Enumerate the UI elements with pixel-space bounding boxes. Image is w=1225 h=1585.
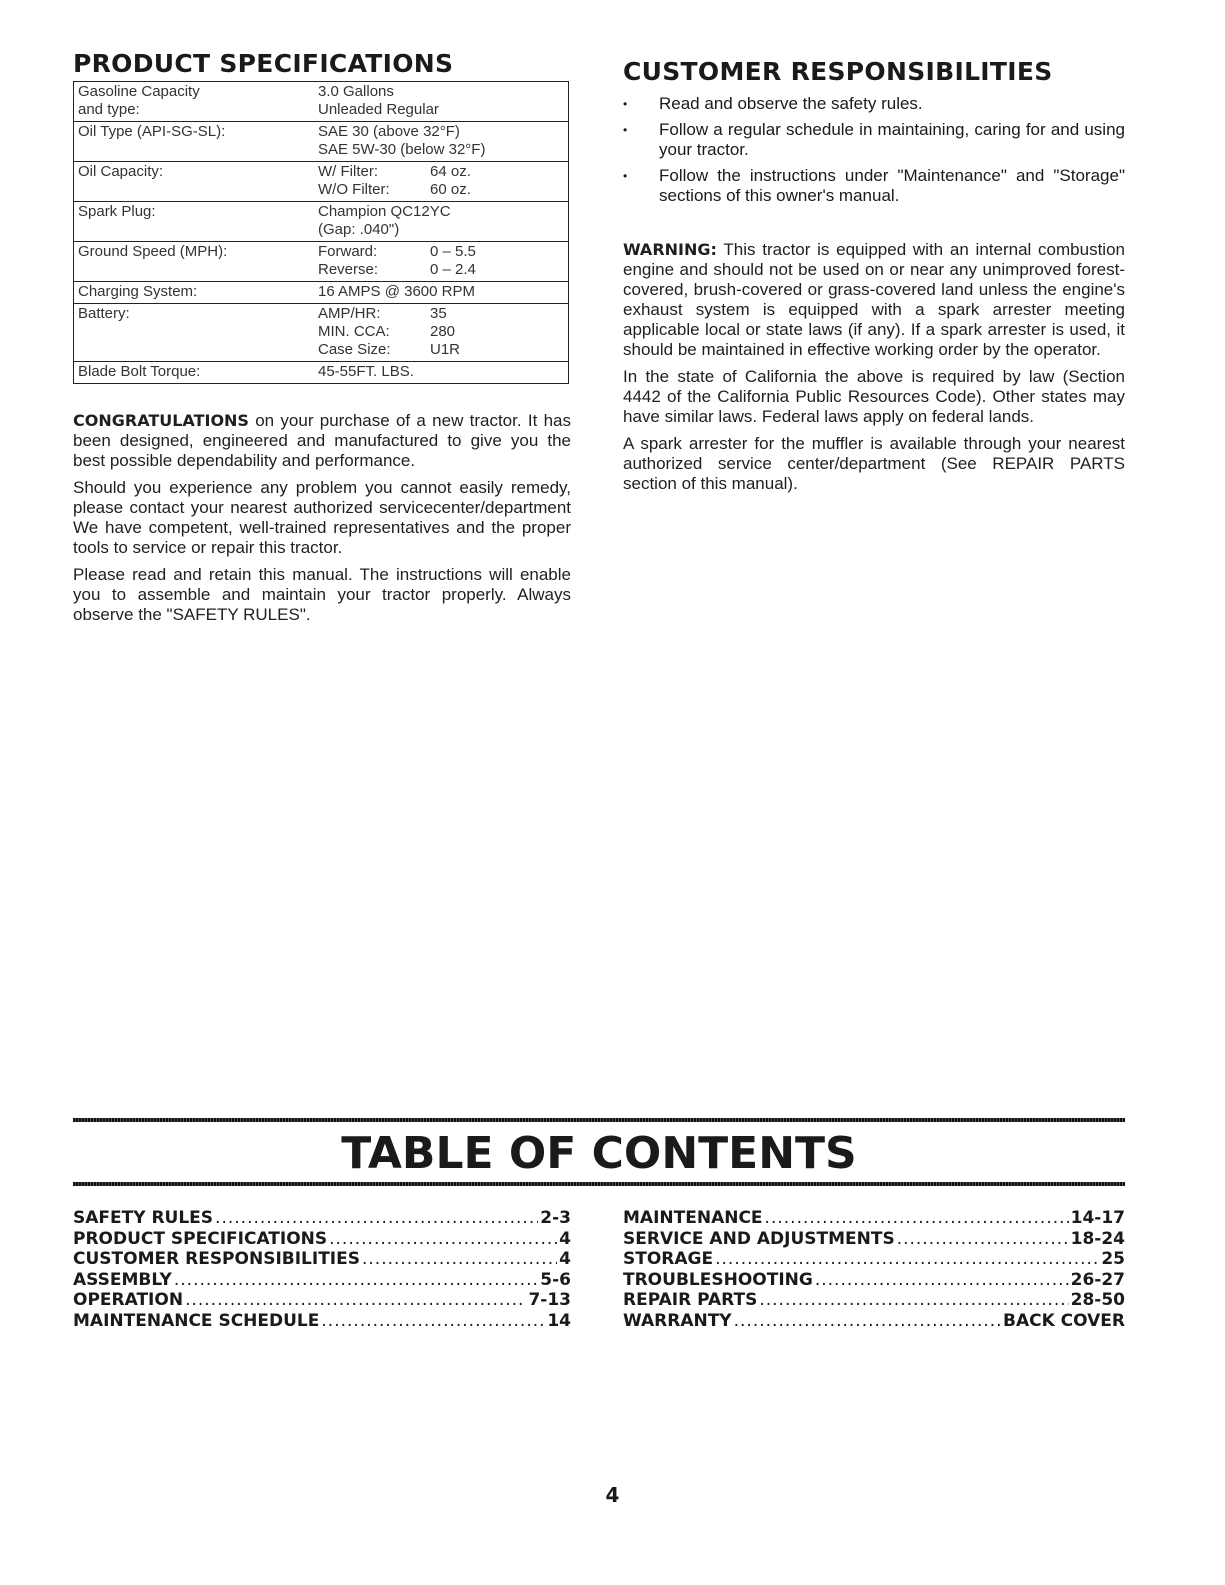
toc-label: REPAIR PARTS bbox=[623, 1290, 758, 1310]
right-column bbox=[623, 58, 1125, 494]
spec-value bbox=[314, 362, 569, 384]
spec-label bbox=[74, 202, 315, 242]
toc-leader-dots bbox=[185, 1290, 526, 1311]
spec-label bbox=[74, 122, 315, 162]
spec-value-line: Unleaded Regular bbox=[318, 101, 439, 118]
toc-label: ASSEMBLY bbox=[73, 1269, 172, 1290]
spec-label bbox=[74, 282, 315, 304]
spec-label bbox=[74, 162, 315, 202]
spec-value bbox=[314, 304, 569, 362]
spec-row bbox=[74, 122, 569, 162]
spec-value-line: 3.0 Gallons bbox=[318, 83, 394, 100]
spec-value bbox=[314, 82, 569, 122]
toc-entry[interactable] bbox=[623, 1270, 1125, 1291]
warning-paragraph bbox=[623, 240, 1125, 360]
toc-entry[interactable] bbox=[73, 1229, 571, 1250]
specifications-table bbox=[73, 81, 569, 384]
spec-value bbox=[314, 122, 569, 162]
responsibility-item: • Follow the instructions under "Maintenance" and "Storage" sections of this owner's manual. bbox=[623, 166, 1125, 206]
toc-leader-dots bbox=[734, 1311, 1001, 1332]
spec-label-line: Oil Capacity: bbox=[78, 163, 164, 180]
spec-label bbox=[74, 362, 315, 384]
spec-sub-value: 0 – 5.5 bbox=[430, 243, 476, 260]
customer-responsibilities-heading: CUSTOMER RESPONSIBILITIES bbox=[623, 57, 1053, 86]
spec-sub-label: MIN. CCA: bbox=[318, 323, 390, 340]
toc-label: SAFETY RULES bbox=[73, 1208, 214, 1228]
spec-value bbox=[314, 202, 569, 242]
spec-sub-value: 64 oz. bbox=[430, 163, 471, 180]
toc-entry[interactable] bbox=[623, 1249, 1125, 1270]
spec-sub-value: 35 bbox=[430, 305, 447, 322]
spec-label bbox=[74, 304, 315, 362]
spec-value bbox=[314, 282, 569, 304]
toc-page: 25 bbox=[1101, 1249, 1125, 1269]
congratulations-text: on your purchase of a new tractor. It has been designed, engineered and manufactured to give you the best possible dependability and performance. bbox=[73, 411, 571, 470]
spec-label-line: Oil Type (API-SG-SL): bbox=[78, 123, 226, 140]
california-paragraph: In the state of California the above is required by law (Section 4442 of the California Public Resources Code). Other states may have similar laws. Federal laws apply on federal lands. bbox=[623, 367, 1125, 426]
toc-leader-dots bbox=[329, 1229, 557, 1250]
toc-leader-dots bbox=[215, 1208, 538, 1229]
manual-paragraph: Please read and retain this manual. The instructions will enable you to assemble and maintain your tractor properly. Always observe the "SAFETY RULES". bbox=[73, 565, 571, 624]
page-number: 4 bbox=[605, 1483, 620, 1507]
spec-row bbox=[74, 82, 569, 122]
toc-label: SERVICE AND ADJUSTMENTS bbox=[623, 1228, 895, 1249]
toc-page: 5-6 bbox=[540, 1269, 571, 1290]
toc-label: MAINTENANCE SCHEDULE bbox=[73, 1310, 320, 1331]
toc-leader-dots bbox=[715, 1249, 1099, 1270]
spec-value-line: 16 AMPS @ 3600 RPM bbox=[318, 283, 475, 300]
toc-label: MAINTENANCE bbox=[623, 1208, 763, 1228]
toc-entry[interactable] bbox=[73, 1270, 571, 1291]
toc-top-rule bbox=[73, 1118, 1125, 1122]
spec-sub-value: 60 oz. bbox=[430, 181, 471, 198]
spec-value-pair bbox=[318, 305, 564, 323]
spec-sub-label: Reverse: bbox=[318, 261, 379, 278]
spec-value-line: Champion QC12YC bbox=[318, 203, 451, 220]
spec-value-pair bbox=[318, 163, 564, 181]
toc-page: BACK COVER bbox=[1002, 1310, 1125, 1331]
toc-bottom-rule bbox=[73, 1182, 1125, 1186]
spec-value-pair bbox=[318, 243, 564, 261]
toc-label: STORAGE bbox=[623, 1249, 714, 1269]
spec-label bbox=[74, 242, 315, 282]
spec-sub-label: W/O Filter: bbox=[318, 181, 390, 198]
toc-leader-dots bbox=[362, 1249, 557, 1270]
spark-arrester-paragraph: A spark arrester for the muffler is available through your nearest authorized service center/department (See REPAIR PARTS section of this manual). bbox=[623, 434, 1125, 493]
spec-value bbox=[314, 242, 569, 282]
spec-value-line: 45-55FT. LBS. bbox=[318, 363, 414, 380]
table-of-contents-title: TABLE OF CONTENTS bbox=[341, 1128, 857, 1179]
toc-entry[interactable] bbox=[623, 1229, 1125, 1250]
spec-sub-value: U1R bbox=[430, 341, 461, 358]
toc-page: 4 bbox=[559, 1228, 571, 1249]
spec-value bbox=[314, 162, 569, 202]
spec-label-line: Blade Bolt Torque: bbox=[78, 363, 201, 380]
congratulations-paragraph bbox=[73, 411, 571, 471]
toc-page: 18-24 bbox=[1070, 1228, 1125, 1249]
toc-entry[interactable] bbox=[73, 1290, 571, 1311]
toc-entry[interactable] bbox=[73, 1208, 571, 1229]
spec-label-line: Battery: bbox=[78, 305, 130, 322]
spec-value-pair bbox=[318, 261, 564, 279]
toc-label: TROUBLESHOOTING bbox=[623, 1269, 813, 1290]
toc-entry[interactable] bbox=[623, 1290, 1125, 1311]
warning-text: This tractor is equipped with an internal combustion engine and should not be used on or near any unimproved forest-covered, brush-covered or grass-covered land unless the engine's exhaust system is equipped with a spark arrester meeting applicable local or state laws (if any). If a spark arrester is used, it should be maintained in effective working order by the operator. bbox=[623, 240, 1125, 359]
responsibilities-list bbox=[623, 94, 1125, 206]
spec-sub-value: 280 bbox=[430, 323, 456, 340]
spec-row bbox=[74, 304, 569, 362]
spec-value-pair bbox=[318, 341, 564, 359]
spec-label bbox=[74, 82, 315, 122]
spec-sub-label: AMP/HR: bbox=[318, 305, 381, 322]
spec-value-line: SAE 30 (above 32°F) bbox=[318, 123, 460, 140]
toc-label: WARRANTY bbox=[623, 1310, 732, 1331]
toc-entry[interactable] bbox=[73, 1249, 571, 1270]
spec-row bbox=[74, 242, 569, 282]
spec-label-line: Ground Speed (MPH): bbox=[78, 243, 228, 260]
spec-value-line: (Gap: .040") bbox=[318, 221, 400, 238]
toc-label: PRODUCT SPECIFICATIONS bbox=[73, 1228, 328, 1249]
spec-label-line: Spark Plug: bbox=[78, 203, 156, 220]
toc-leader-dots bbox=[815, 1270, 1069, 1291]
toc-leader-dots bbox=[765, 1208, 1069, 1229]
spec-row bbox=[74, 202, 569, 242]
toc-entry[interactable] bbox=[623, 1311, 1125, 1332]
left-column bbox=[73, 50, 571, 625]
spec-row bbox=[74, 282, 569, 304]
toc-label: CUSTOMER RESPONSIBILITIES bbox=[73, 1249, 360, 1269]
toc-leader-dots bbox=[759, 1290, 1068, 1311]
toc-page: 26-27 bbox=[1070, 1269, 1125, 1290]
toc-label: OPERATION bbox=[73, 1290, 184, 1310]
responsibility-item: • Follow a regular schedule in maintaining, caring for and using your tractor. bbox=[623, 120, 1125, 160]
product-specifications-heading: PRODUCT SPECIFICATIONS bbox=[73, 49, 454, 78]
toc-page: 4 bbox=[559, 1249, 571, 1269]
toc-leader-dots bbox=[174, 1270, 538, 1291]
toc-page: 14 bbox=[547, 1310, 571, 1331]
spec-sub-label: Case Size: bbox=[318, 341, 391, 358]
spec-label-line: Gasoline Capacity bbox=[78, 83, 200, 100]
congratulations-lead: CONGRATULATIONS bbox=[73, 411, 249, 430]
toc-leader-dots bbox=[321, 1311, 545, 1332]
responsibility-item: • Read and observe the safety rules. bbox=[623, 94, 1125, 114]
toc-page: 7-13 bbox=[528, 1290, 571, 1310]
warning-lead: WARNING: bbox=[623, 240, 717, 259]
spec-label-line: and type: bbox=[78, 101, 140, 118]
toc-right-list bbox=[623, 1208, 1125, 1331]
spec-value-line: SAE 5W-30 (below 32°F) bbox=[318, 141, 486, 158]
spec-row bbox=[74, 362, 569, 384]
toc-leader-dots bbox=[897, 1229, 1069, 1250]
toc-page: 28-50 bbox=[1070, 1290, 1125, 1310]
spec-sub-label: Forward: bbox=[318, 243, 378, 260]
toc-entry[interactable] bbox=[623, 1208, 1125, 1229]
spec-sub-label: W/ Filter: bbox=[318, 163, 378, 180]
spec-value-pair bbox=[318, 323, 564, 341]
toc-entry[interactable] bbox=[73, 1311, 571, 1332]
service-paragraph: Should you experience any problem you cannot easily remedy, please contact your nearest authorized servicecenter/department We have competent, well-trained representatives and the proper tools to service or repair this tractor. bbox=[73, 478, 571, 557]
spec-label-line: Charging System: bbox=[78, 283, 198, 300]
toc-page: 14-17 bbox=[1070, 1208, 1125, 1228]
toc-left-list bbox=[73, 1208, 571, 1331]
spec-row bbox=[74, 162, 569, 202]
spec-value-pair bbox=[318, 181, 564, 199]
spec-sub-value: 0 – 2.4 bbox=[430, 261, 476, 278]
toc-page: 2-3 bbox=[540, 1208, 571, 1228]
